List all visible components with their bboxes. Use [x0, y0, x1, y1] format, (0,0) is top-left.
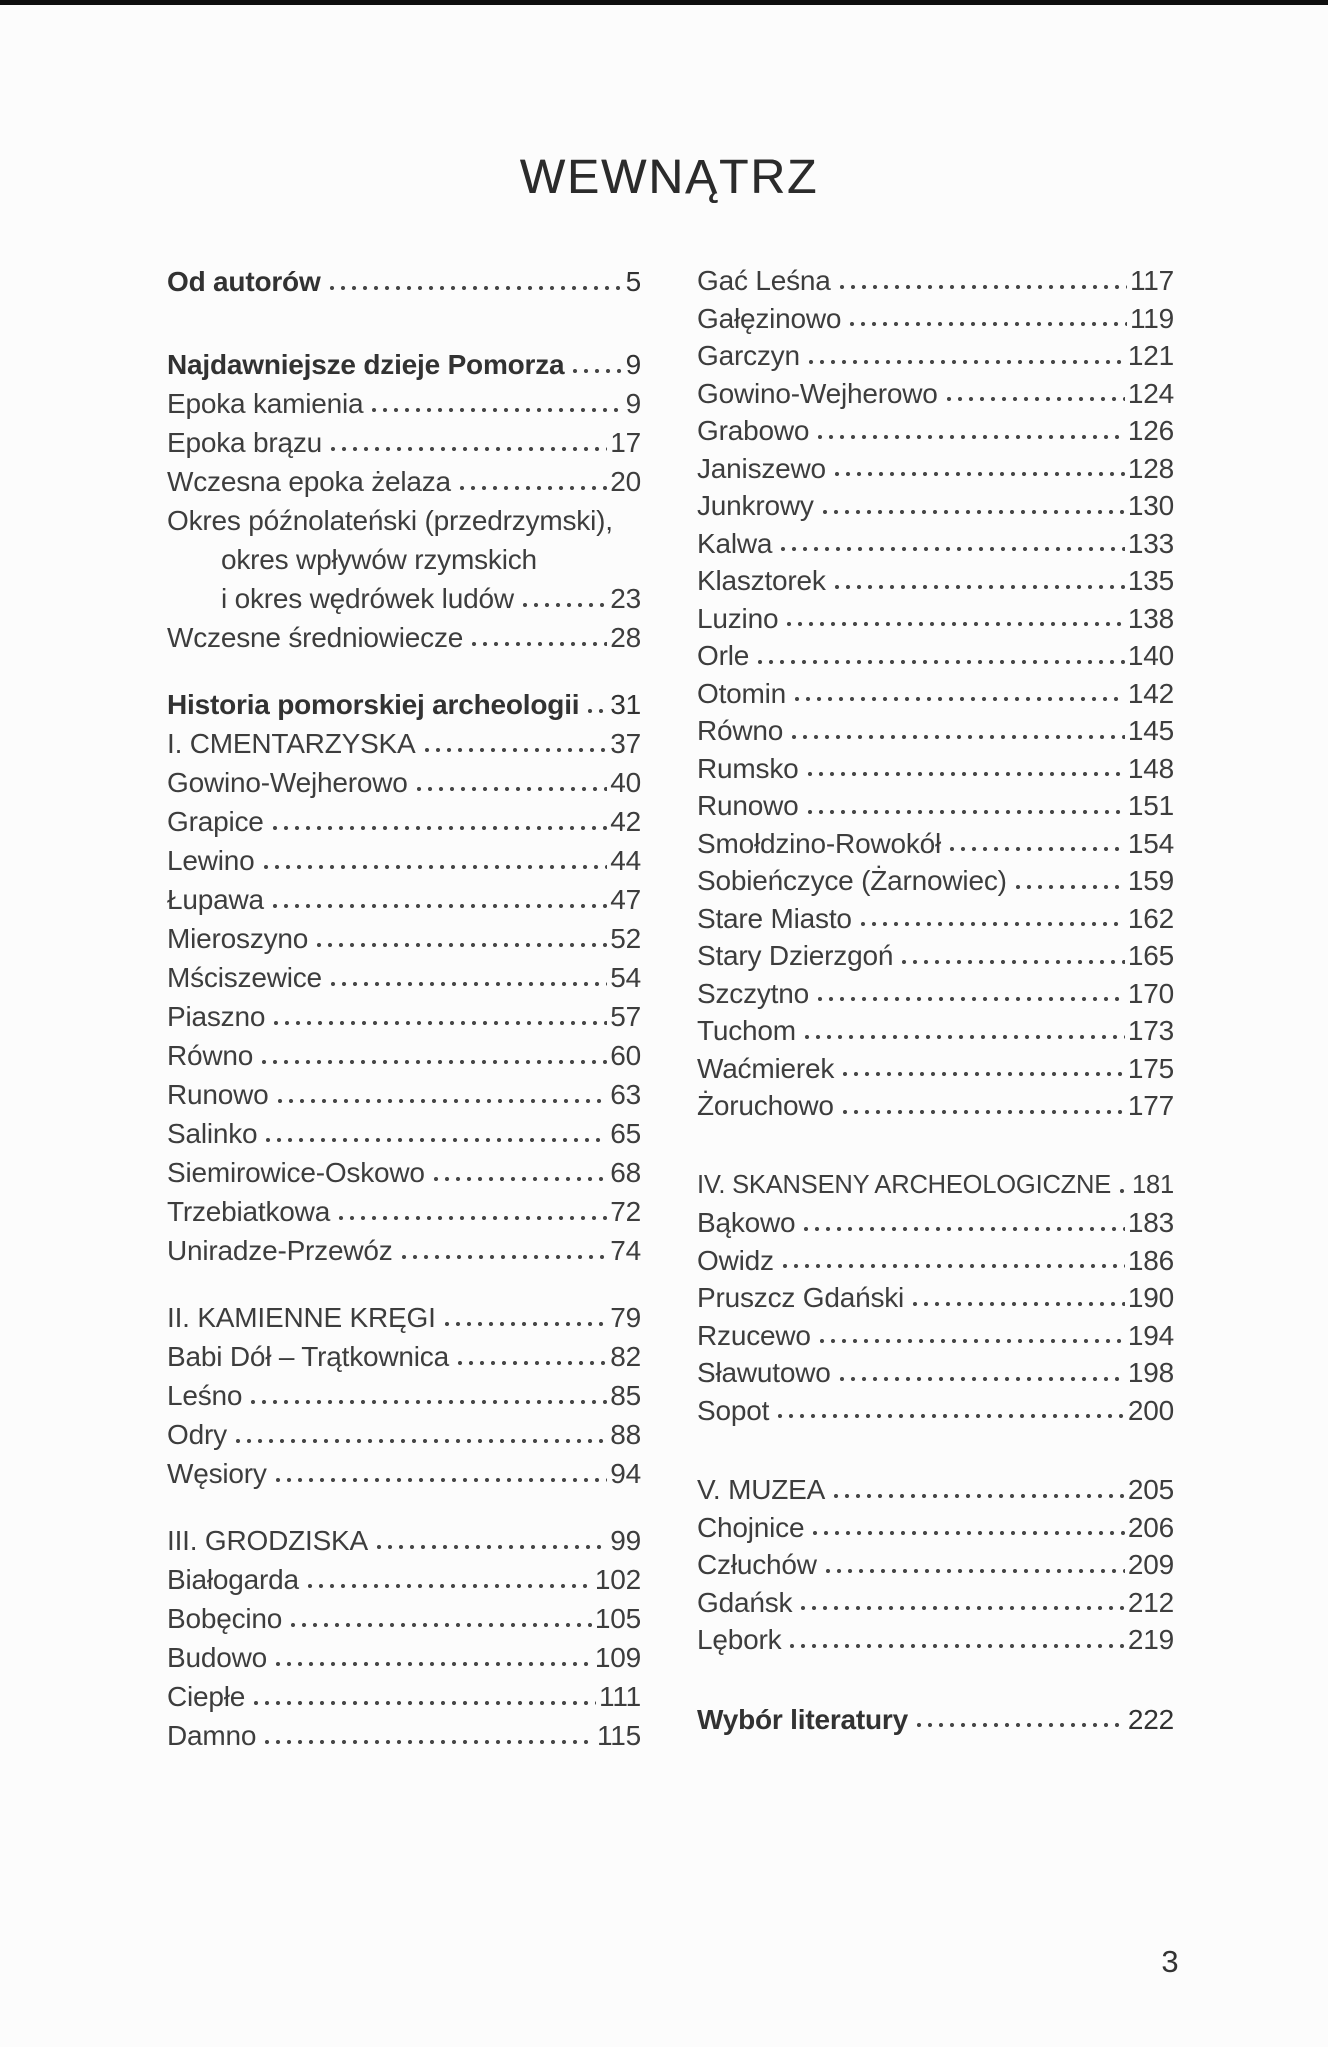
toc-entry-label: Salinko: [167, 1118, 258, 1149]
toc-entry: [167, 1298, 641, 1337]
toc-entry-label: I. CMENTARZYSKA: [167, 728, 416, 759]
toc-entry: [167, 1677, 641, 1716]
toc-entry: [167, 423, 641, 462]
toc-entry: [167, 462, 641, 501]
dot-leader: [833, 450, 1125, 488]
toc-entry-label: Grapice: [167, 806, 264, 837]
dot-leader: [262, 841, 608, 880]
toc-entry-page: 99: [610, 1525, 641, 1556]
dot-leader: [329, 958, 607, 997]
toc-entry: [167, 880, 641, 919]
toc-entry-page: 20: [610, 466, 641, 497]
toc-entry-label: i okres wędrówek ludów: [221, 583, 514, 614]
dot-leader: [571, 345, 622, 384]
dot-leader: [838, 262, 1127, 300]
toc-entry-label: Sopot: [697, 1394, 770, 1426]
toc-entry: [697, 1392, 1174, 1430]
dot-leader: [799, 1584, 1125, 1622]
toc-entry-label: Równo: [167, 1040, 254, 1071]
toc-entry-page: 88: [610, 1419, 641, 1450]
dot-leader: [306, 1560, 592, 1599]
toc-entry: [697, 862, 1174, 900]
toc-entry: [697, 1279, 1174, 1317]
toc-entry-page: 85: [610, 1380, 641, 1411]
toc-entry: [167, 1560, 641, 1599]
toc-entry: [167, 958, 641, 997]
toc-entry-label: Trzebiatkowa: [167, 1196, 331, 1227]
toc-entry: [697, 675, 1174, 713]
toc-entry-label: Równo: [697, 715, 784, 746]
toc-entry: [167, 501, 641, 540]
toc-entry-label: Epoka kamienia: [167, 388, 364, 419]
toc-right-column: [697, 262, 1174, 1738]
dot-leader: [948, 825, 1125, 863]
toc-entry-label: Historia pomorskiej archeologii: [167, 689, 580, 720]
dot-leader: [818, 1317, 1125, 1355]
toc-entry-label: Bąkowo: [697, 1207, 796, 1238]
toc-entry: [167, 579, 641, 618]
toc-entry-page: 186: [1127, 1244, 1174, 1276]
toc-entry-page: 154: [1127, 827, 1174, 859]
dot-leader: [1118, 1167, 1129, 1205]
toc-entry: [167, 1192, 641, 1231]
toc-section: [697, 262, 1174, 1125]
toc-entry-label: Okres późnolateński (przedrzymski),: [167, 505, 613, 536]
toc-entry-page: 212: [1127, 1586, 1174, 1618]
toc-entry: [697, 900, 1174, 938]
toc-entry: [167, 1716, 641, 1755]
dot-leader: [329, 423, 607, 462]
toc-entry-label: Węsiory: [167, 1458, 267, 1489]
dot-leader: [252, 1677, 596, 1716]
toc-entry: [697, 412, 1174, 450]
toc-entry-page: 31: [610, 689, 641, 720]
toc-entry-label: Garczyn: [697, 340, 800, 371]
toc-entry: [697, 825, 1174, 863]
toc-entry-page: 140: [1127, 640, 1174, 671]
toc-entry-page: 206: [1127, 1511, 1174, 1543]
toc-entry-label: Janiszewo: [697, 452, 826, 484]
toc-entry-page: 128: [1127, 452, 1174, 484]
dot-leader: [234, 1415, 607, 1454]
toc-entry: [167, 384, 641, 423]
toc-entry-label: Żoruchowo: [697, 1090, 834, 1121]
toc-entry-page: 170: [1127, 977, 1174, 1009]
toc-entry: [167, 1415, 641, 1454]
toc-entry: [697, 750, 1174, 788]
dot-leader: [443, 1298, 608, 1337]
toc-entry-label: Pruszcz Gdański: [697, 1282, 905, 1313]
dot-leader: [816, 975, 1125, 1013]
toc-entry-label: Sławutowo: [697, 1357, 831, 1388]
dot-leader: [274, 1638, 592, 1677]
toc-entry-page: 151: [1127, 790, 1174, 821]
toc-entry-page: 94: [610, 1458, 641, 1489]
toc-entry-page: 162: [1127, 902, 1174, 934]
dot-leader: [793, 675, 1125, 713]
toc-section: [697, 1701, 1174, 1739]
toc-entry-label: Tuchom: [697, 1015, 796, 1046]
dot-leader: [821, 487, 1125, 525]
toc-entry-label: Luzino: [697, 602, 779, 634]
toc-entry-label: IV. SKANSENY ARCHEOLOGICZNE: [697, 1170, 1112, 1199]
toc-entry-label: Gać Leśna: [697, 265, 831, 296]
toc-entry: [167, 1231, 641, 1270]
toc-entry-page: 165: [1127, 940, 1174, 971]
dot-leader: [456, 1337, 607, 1376]
toc-entry-page: 65: [610, 1118, 641, 1149]
toc-entry: [167, 841, 641, 880]
toc-entry-page: 183: [1127, 1207, 1174, 1238]
toc-entry-page: 111: [599, 1681, 641, 1712]
toc-entry-label: Gdańsk: [697, 1586, 793, 1618]
toc-entry-page: 200: [1127, 1394, 1174, 1426]
dot-leader: [824, 1546, 1125, 1584]
page-title: WEWNĄTRZ: [519, 151, 819, 204]
toc-entry-page: 47: [610, 884, 641, 915]
toc-entry-label: Łupawa: [167, 884, 264, 915]
toc-entry: [697, 1012, 1174, 1050]
toc-entry-page: 9: [625, 388, 641, 419]
toc-entry-label: Od autorów: [167, 266, 321, 297]
toc-entry-label: Epoka brązu: [167, 427, 323, 458]
toc-entry-label: Runowo: [167, 1079, 269, 1110]
dot-leader: [586, 685, 607, 724]
toc-entry-page: 28: [610, 622, 641, 653]
toc-entry-label: Najdawniejsze dzieje Pomorza: [167, 349, 565, 380]
toc-entry: [167, 345, 641, 384]
dot-leader: [271, 880, 607, 919]
toc-entry-page: 42: [610, 806, 641, 837]
toc-entry-page: 23: [610, 583, 641, 614]
toc-entry-label: Smołdzino-Rowokół: [697, 827, 942, 859]
dot-leader: [458, 462, 607, 501]
dot-leader: [802, 1204, 1124, 1242]
dot-leader: [400, 1231, 608, 1270]
dot-leader: [263, 1716, 594, 1755]
toc-entry: [697, 1471, 1174, 1509]
dot-leader: [432, 1153, 607, 1192]
toc-entry: [167, 1153, 641, 1192]
toc-entry: [167, 540, 641, 579]
toc-entry-page: 219: [1127, 1624, 1174, 1655]
toc-entry: [167, 1599, 641, 1638]
toc-entry-page: 209: [1127, 1549, 1174, 1580]
toc-entry: [697, 525, 1174, 563]
dot-leader: [900, 937, 1125, 975]
toc-entry-label: Odry: [167, 1419, 227, 1450]
toc-entry: [167, 1521, 641, 1560]
toc-entry-page: 130: [1127, 490, 1174, 521]
toc-entry: [697, 1317, 1174, 1355]
dot-leader: [271, 802, 608, 841]
toc-entry: [697, 1242, 1174, 1280]
toc-entry-page: 82: [610, 1341, 641, 1372]
toc-entry: [697, 937, 1174, 975]
toc-entry-label: Budowo: [167, 1642, 267, 1673]
toc-entry-label: Owidz: [697, 1244, 774, 1276]
dot-leader: [848, 300, 1127, 338]
toc-entry-page: 68: [610, 1157, 641, 1188]
toc-entry: [697, 1354, 1174, 1392]
toc-entry: [697, 1050, 1174, 1088]
toc-entry-page: 145: [1127, 715, 1174, 746]
toc-entry: [697, 300, 1174, 338]
toc-entry-label: Leśno: [167, 1380, 243, 1411]
toc-left-column: [167, 262, 641, 1755]
dot-leader: [315, 919, 607, 958]
dot-leader: [521, 579, 607, 618]
toc-entry-label: Mściszewice: [167, 962, 322, 993]
toc-entry-label: Babi Dół – Trątkownica: [167, 1341, 449, 1372]
dot-leader: [756, 637, 1125, 675]
toc-entry: [167, 1075, 641, 1114]
toc-entry: [697, 562, 1174, 600]
toc-entry-page: 222: [1127, 1703, 1174, 1735]
toc-entry: [697, 1584, 1174, 1622]
dot-leader: [370, 384, 622, 423]
toc-entry-page: 124: [1127, 377, 1174, 409]
toc-entry-label: Sobieńczyce (Żarnowiec): [697, 865, 1007, 896]
toc-entry-page: 5: [625, 266, 641, 297]
dot-leader: [841, 1087, 1125, 1125]
toc-entry: [167, 724, 641, 763]
dot-leader: [788, 1621, 1124, 1659]
toc-entry-label: Stare Miasto: [697, 902, 852, 934]
toc-entry-label: III. GRODZISKA: [167, 1525, 369, 1556]
toc-entry-page: 190: [1127, 1282, 1174, 1313]
toc-entry-label: Grabowo: [697, 415, 810, 446]
toc-entry-page: 9: [625, 349, 641, 380]
dot-leader: [841, 1050, 1125, 1088]
toc-entry-label: Gowino-Wejherowo: [697, 377, 938, 409]
toc-entry: [167, 1036, 641, 1075]
toc-entry: [697, 487, 1174, 525]
toc-entry-page: 44: [610, 845, 641, 876]
toc-entry-label: Rzucewo: [697, 1319, 811, 1351]
toc-entry-page: 105: [594, 1603, 641, 1634]
toc-entry: [167, 1376, 641, 1415]
dot-leader: [803, 1012, 1125, 1050]
toc-section: [167, 685, 641, 1270]
toc-entry-label: Kalwa: [697, 527, 773, 559]
toc-entry-label: Wybór literatury: [697, 1703, 908, 1735]
toc-entry-label: Waćmierek: [697, 1052, 835, 1084]
dot-leader: [806, 787, 1125, 825]
toc-section: [167, 345, 641, 657]
toc-entry-page: 205: [1127, 1474, 1174, 1505]
toc-entry-label: okres wpływów rzymskich: [221, 544, 537, 575]
toc-entry-page: 102: [594, 1564, 641, 1595]
toc-entry-label: Lębork: [697, 1624, 782, 1655]
toc-entry-page: 159: [1127, 865, 1174, 896]
toc-entry-label: II. KAMIENNE KRĘGI: [167, 1302, 436, 1333]
dot-leader: [911, 1279, 1125, 1317]
toc-entry-label: Lewino: [167, 845, 255, 876]
toc-section: [167, 262, 641, 301]
dot-leader: [776, 1392, 1125, 1430]
toc-entry-page: 175: [1127, 1052, 1174, 1084]
toc-entry: [697, 1509, 1174, 1547]
toc-entry-label: Wczesne średniowiecze: [167, 622, 464, 653]
dot-leader: [289, 1599, 592, 1638]
toc-entry-page: 142: [1127, 677, 1174, 709]
toc-entry: [167, 262, 641, 301]
toc-entry: [697, 1546, 1174, 1584]
toc-entry: [167, 1337, 641, 1376]
toc-entry-page: 37: [610, 728, 641, 759]
toc-entry-page: 17: [610, 427, 641, 458]
toc-entry-label: Gałęzinowo: [697, 302, 842, 334]
dot-leader: [915, 1701, 1125, 1739]
toc-entry: [697, 1701, 1174, 1739]
dot-leader: [838, 1354, 1125, 1392]
toc-section: [167, 1521, 641, 1755]
toc-entry: [697, 600, 1174, 638]
toc-entry-label: Rumsko: [697, 752, 799, 784]
toc-entry: [167, 1638, 641, 1677]
toc-entry: [697, 975, 1174, 1013]
toc-entry-label: Otomin: [697, 677, 787, 709]
dot-leader: [274, 1454, 608, 1493]
toc-entry-label: Gowino-Wejherowo: [167, 767, 408, 798]
toc-entry: [697, 712, 1174, 750]
toc-entry: [697, 450, 1174, 488]
toc-entry-label: Człuchów: [697, 1549, 817, 1580]
toc-entry-label: Ciepłe: [167, 1681, 246, 1712]
dot-leader: [337, 1192, 607, 1231]
toc-section: [697, 1167, 1174, 1430]
toc-entry-page: 133: [1127, 527, 1174, 559]
toc-entry-label: Białogarda: [167, 1564, 299, 1595]
toc-section: [167, 1298, 641, 1493]
toc-entry-page: 173: [1127, 1015, 1174, 1046]
toc-entry: [697, 1621, 1174, 1659]
toc-entry: [697, 1204, 1174, 1242]
toc-entry-label: Uniradze-Przewóz: [167, 1235, 393, 1266]
dot-leader: [785, 600, 1125, 638]
toc-entry: [697, 337, 1174, 375]
dot-leader: [423, 724, 608, 763]
dot-leader: [945, 375, 1125, 413]
toc-entry-page: 74: [610, 1235, 641, 1266]
dot-leader: [415, 763, 608, 802]
toc-entry: [167, 763, 641, 802]
toc-entry-label: Mieroszyno: [167, 923, 309, 954]
toc-entry-page: 109: [594, 1642, 641, 1673]
toc-entry: [697, 375, 1174, 413]
toc-entry-page: 138: [1127, 602, 1174, 634]
toc-entry: [697, 262, 1174, 300]
dot-leader: [1014, 862, 1125, 900]
toc-entry-page: 79: [610, 1302, 641, 1333]
toc-entry-page: 40: [610, 767, 641, 798]
toc-entry: [697, 1087, 1174, 1125]
dot-leader: [811, 1509, 1125, 1547]
toc-entry-page: 181: [1132, 1170, 1174, 1199]
toc-entry-page: 121: [1127, 340, 1174, 371]
dot-leader: [779, 525, 1125, 563]
toc-entry-label: Runowo: [697, 790, 799, 821]
toc-entry-page: 115: [596, 1720, 641, 1751]
toc-entry-label: Bobęcino: [167, 1603, 283, 1634]
dot-leader: [260, 1036, 607, 1075]
toc-entry-page: 52: [610, 923, 641, 954]
toc-entry: [167, 802, 641, 841]
toc-entry-page: 194: [1127, 1319, 1174, 1351]
toc-entry: [167, 618, 641, 657]
toc-entry-label: Piaszno: [167, 1001, 266, 1032]
toc-entry-page: 72: [610, 1196, 641, 1227]
toc-entry-page: 54: [610, 962, 641, 993]
dot-leader: [375, 1521, 607, 1560]
toc-entry: [167, 997, 641, 1036]
toc-entry-label: Chojnice: [697, 1511, 805, 1543]
toc-entry: [697, 1167, 1174, 1205]
toc-entry: [167, 919, 641, 958]
toc-entry-label: Stary Dzierzgoń: [697, 940, 894, 971]
toc-entry-page: 117: [1129, 265, 1174, 296]
toc-entry-page: 126: [1127, 415, 1174, 446]
toc-entry-label: Damno: [167, 1720, 257, 1751]
toc-entry-label: Junkrowy: [697, 490, 814, 521]
toc-entry-label: Orle: [697, 640, 750, 671]
toc-entry: [167, 1114, 641, 1153]
dot-leader: [470, 618, 607, 657]
toc-entry: [167, 685, 641, 724]
toc-entry-page: 135: [1127, 565, 1174, 596]
toc-entry: [167, 1454, 641, 1493]
dot-leader: [859, 900, 1125, 938]
toc-entry-page: 148: [1127, 752, 1174, 784]
toc-entry-page: 57: [610, 1001, 641, 1032]
dot-leader: [781, 1242, 1125, 1280]
toc-entry-label: Szczytno: [697, 977, 809, 1009]
toc-entry-page: 63: [610, 1079, 641, 1110]
dot-leader: [264, 1114, 607, 1153]
toc-section: [697, 1471, 1174, 1659]
page-number: 3: [1161, 1944, 1179, 1979]
toc-entry-label: V. MUZEA: [697, 1474, 826, 1505]
dot-leader: [328, 262, 623, 301]
dot-leader: [833, 562, 1125, 600]
toc-entry-page: 60: [610, 1040, 641, 1071]
toc-entry-page: 177: [1127, 1090, 1174, 1121]
dot-leader: [790, 712, 1125, 750]
dot-leader: [249, 1376, 607, 1415]
toc-entry: [697, 787, 1174, 825]
dot-leader: [272, 997, 607, 1036]
dot-leader: [816, 412, 1125, 450]
dot-leader: [806, 750, 1125, 788]
toc-entry-label: Wczesna epoka żelaza: [167, 466, 451, 497]
dot-leader: [832, 1471, 1125, 1509]
top-border-bar: [0, 0, 1328, 5]
toc-entry-label: Klasztorek: [697, 565, 826, 596]
dot-leader: [807, 337, 1125, 375]
toc-entry-page: 119: [1129, 302, 1174, 334]
toc-entry-label: Siemirowice-Oskowo: [167, 1157, 425, 1188]
toc-entry-page: 198: [1127, 1357, 1174, 1388]
dot-leader: [276, 1075, 608, 1114]
toc-entry: [697, 637, 1174, 675]
